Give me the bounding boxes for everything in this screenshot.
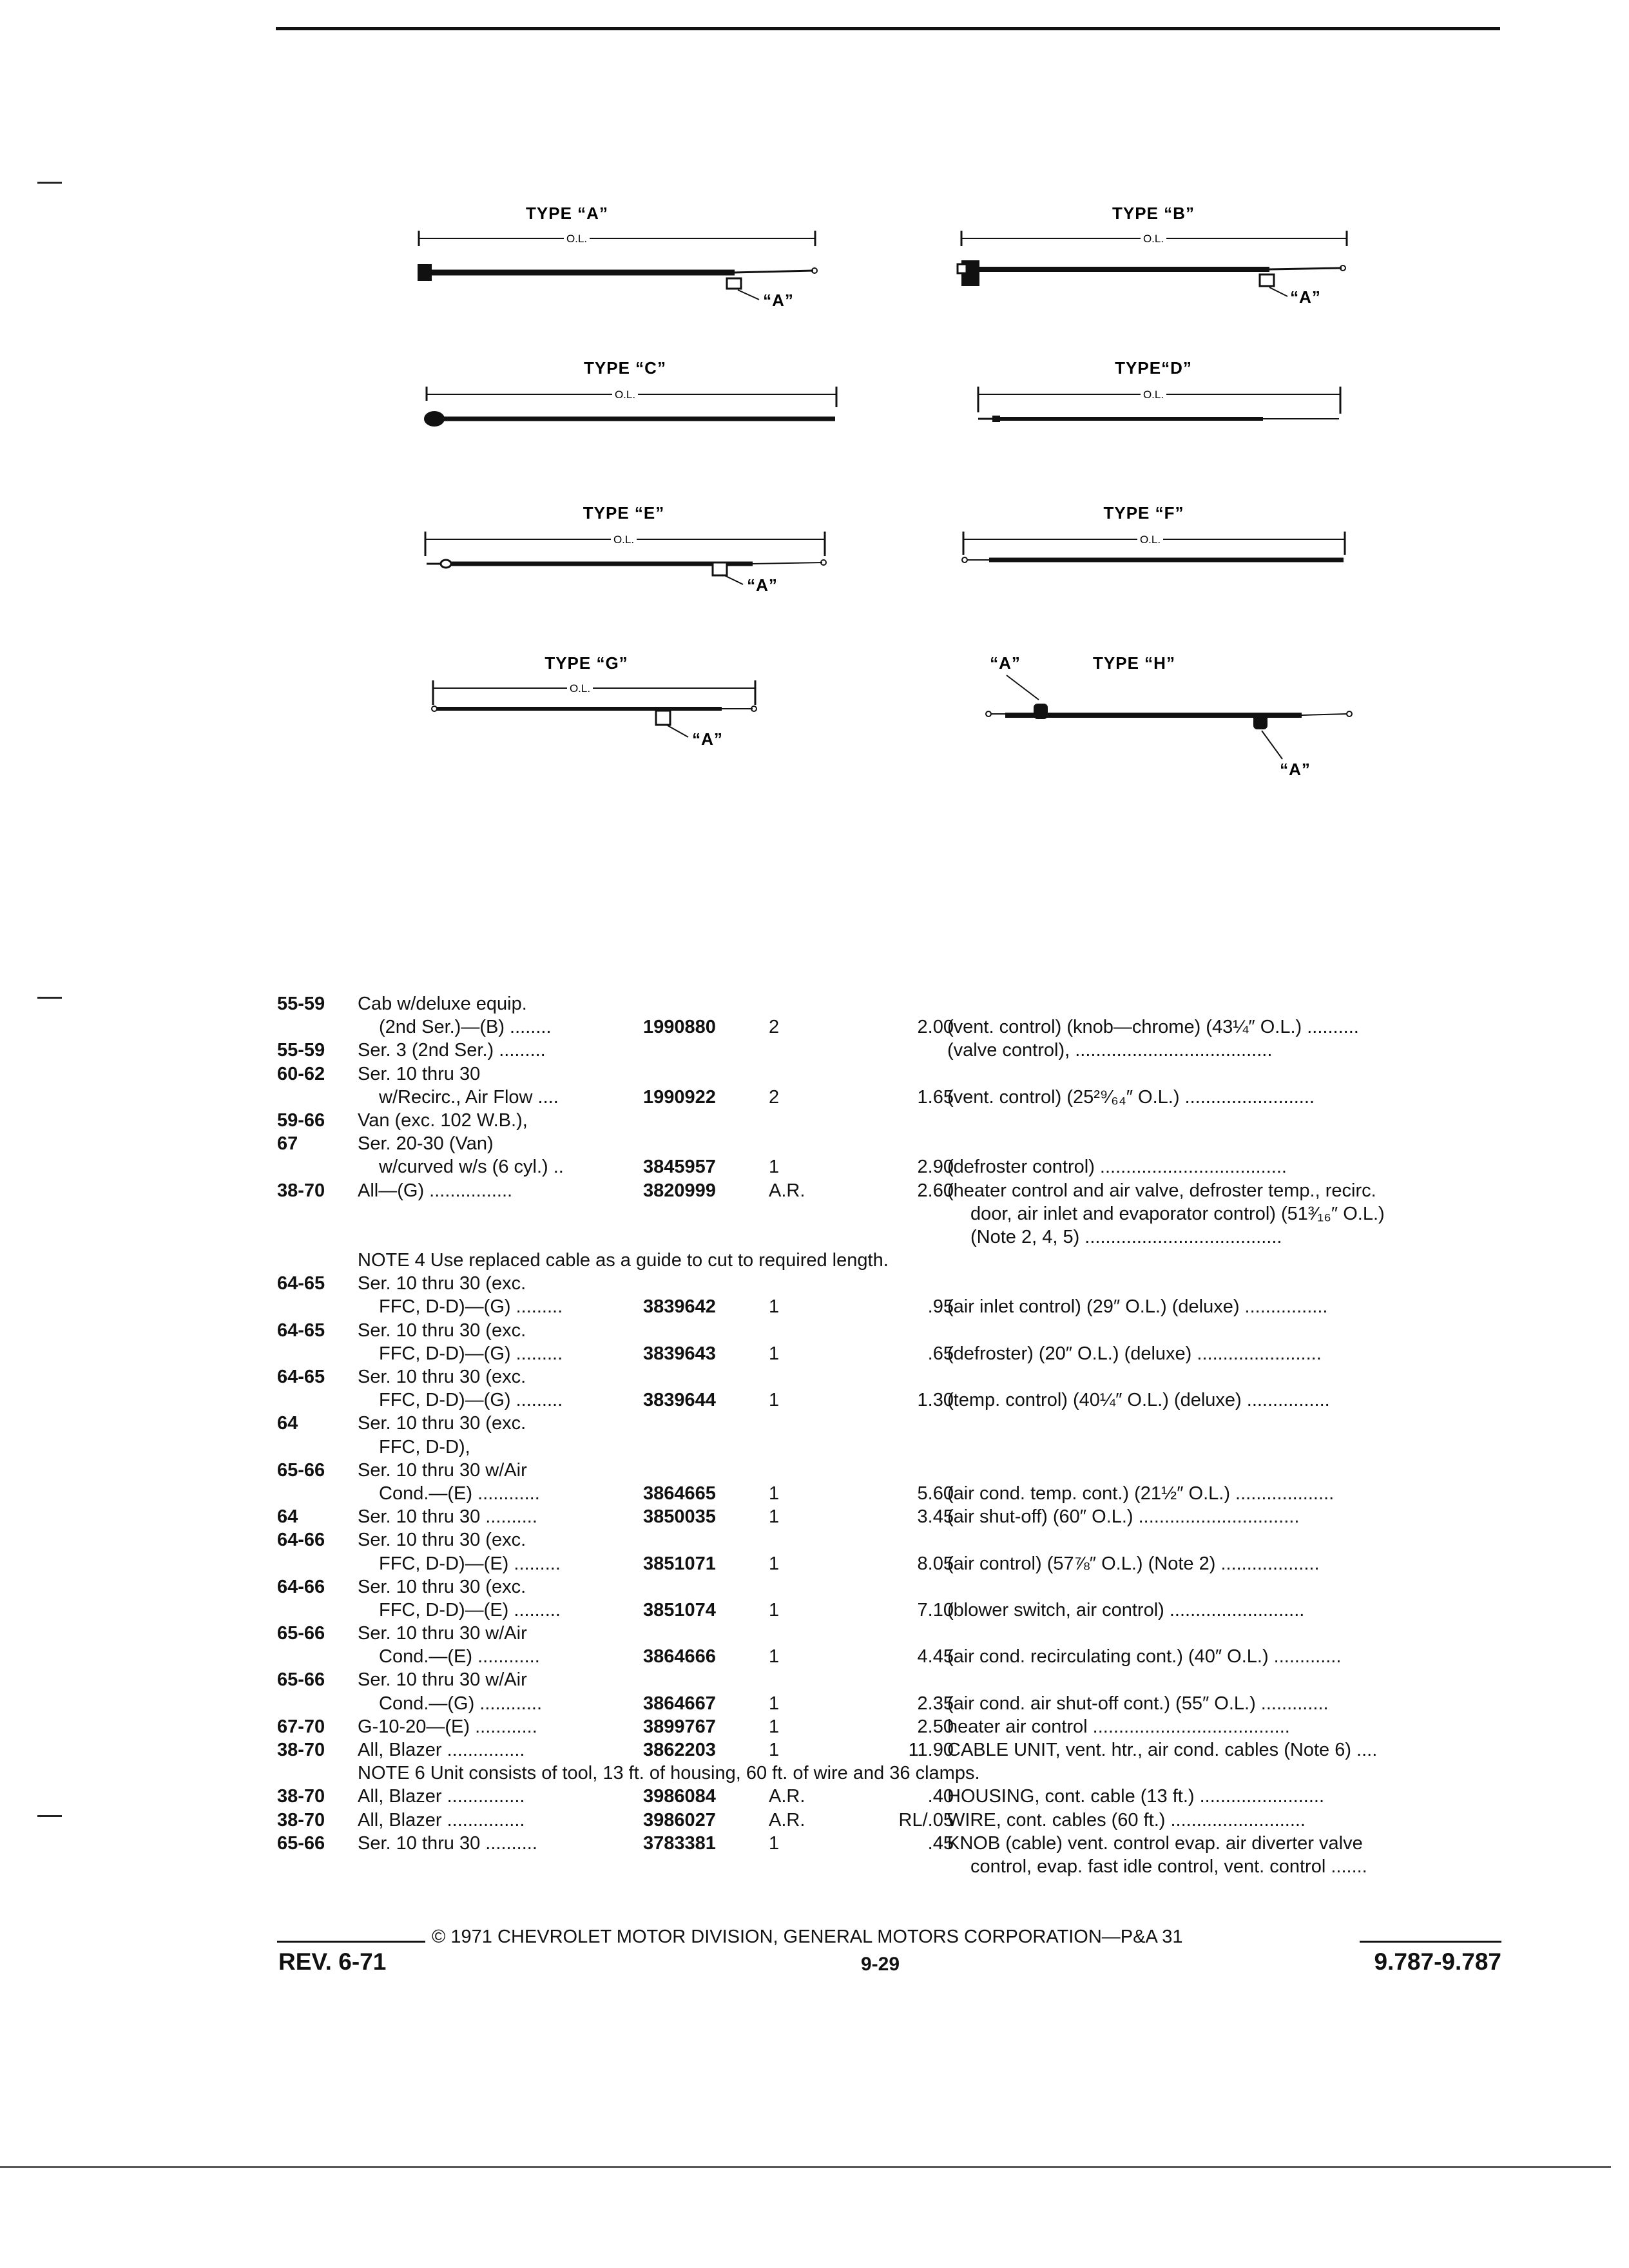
- price-cell: 2.90: [917, 1157, 954, 1178]
- application-cell: All, Blazer ...............: [358, 1809, 525, 1831]
- description-cell: (vent. control) (25²⁹⁄₆₄″ O.L.) .........................: [947, 1086, 1315, 1108]
- price-cell: 2.60: [917, 1180, 954, 1201]
- quantity-cell: 1: [769, 1343, 780, 1364]
- ol-label: O.L.: [569, 682, 591, 695]
- application-cell: Ser. 20-30 (Van): [358, 1133, 494, 1155]
- ol-label: O.L.: [1142, 233, 1164, 245]
- description-cell: (air cond. air shut-off cont.) (55″ O.L.) .............: [947, 1693, 1329, 1714]
- year-cell: 64-65: [277, 1320, 325, 1341]
- table-row: [277, 1225, 1501, 1249]
- table-row: [277, 1179, 1501, 1202]
- year-cell: 65-66: [277, 1669, 325, 1691]
- description-cell: (valve control), ......................................: [947, 1040, 1273, 1061]
- description-cell: CABLE UNIT, vent. htr., air cond. cables (Note 6) ....: [947, 1740, 1378, 1760]
- quantity-cell: 1: [769, 1740, 780, 1760]
- diagram-title: TYPE “B”: [1112, 204, 1195, 223]
- callout-label: “A”: [692, 729, 723, 749]
- table-row: [277, 1436, 1501, 1459]
- table-row: [277, 1319, 1501, 1342]
- table-row: [277, 1715, 1501, 1738]
- table-row: [277, 1132, 1501, 1155]
- quantity-cell: 1: [769, 1693, 780, 1714]
- part-number-cell: 1990922: [643, 1086, 716, 1108]
- price-cell: 2.00: [917, 1017, 954, 1038]
- description-cell: (vent. control) (knob—chrome) (43¼″ O.L.) ..........: [947, 1017, 1359, 1038]
- year-cell: 67-70: [277, 1716, 325, 1737]
- part-number-cell: 3851074: [643, 1599, 716, 1620]
- table-row: [277, 1692, 1501, 1715]
- diagram-title: TYPE “H”: [1093, 653, 1175, 673]
- year-cell: 64: [277, 1413, 298, 1434]
- table-row: [277, 992, 1501, 1015]
- quantity-cell: 1: [769, 1716, 780, 1737]
- diagram-type-f: [950, 499, 1363, 593]
- application-cell: Ser. 10 thru 30 (exc.: [358, 1576, 526, 1597]
- description-cell: door, air inlet and evaporator control) (51³⁄₁₆″ O.L.): [970, 1203, 1385, 1224]
- table-row: [277, 1622, 1501, 1645]
- description-cell: (air cond. temp. cont.) (21½″ O.L.) ...................: [947, 1483, 1335, 1504]
- application-cell: Ser. 10 thru 30 (exc.: [358, 1367, 526, 1387]
- application-cell: Ser. 10 thru 30: [358, 1063, 481, 1084]
- table-row: [277, 1039, 1501, 1062]
- table-row: [277, 1738, 1501, 1762]
- part-number-cell: 3839644: [643, 1390, 716, 1411]
- price-cell: 4.45: [917, 1646, 954, 1667]
- description-cell: (air shut-off) (60″ O.L.) ...............................: [947, 1506, 1300, 1528]
- table-row: [277, 1272, 1501, 1295]
- part-number-cell: 3864665: [643, 1483, 716, 1504]
- parts-table: [277, 992, 1501, 1878]
- year-cell: 38-70: [277, 1180, 325, 1201]
- price-cell: 2.50: [917, 1716, 954, 1737]
- part-number-cell: 3820999: [643, 1180, 716, 1201]
- description-cell: (heater control and air valve, defroster temp., recirc.: [947, 1180, 1376, 1201]
- footer-rule-right: [1360, 1941, 1501, 1943]
- application-cell: Ser. 10 thru 30 (exc.: [358, 1413, 526, 1434]
- diagram-type-h: [979, 649, 1366, 794]
- table-row: [277, 1295, 1501, 1318]
- application-cell: All, Blazer ...............: [358, 1740, 525, 1760]
- application-cell: Ser. 10 thru 30 ..........: [358, 1506, 537, 1528]
- part-number-cell: 1990880: [643, 1017, 716, 1038]
- price-cell: 7.10: [917, 1599, 954, 1620]
- diagram-type-d: [954, 354, 1366, 448]
- diagram-title: TYPE “G”: [545, 653, 628, 673]
- table-row: [277, 1202, 1501, 1225]
- quantity-cell: 1: [769, 1553, 780, 1574]
- diagram-type-e: [418, 499, 843, 619]
- application-cell: FFC, D-D)—(E) .........: [379, 1599, 561, 1620]
- year-cell: 38-70: [277, 1740, 325, 1760]
- diagram-title: TYPE “F”: [1103, 503, 1184, 523]
- year-cell: 60-62: [277, 1063, 325, 1084]
- year-cell: 64-66: [277, 1530, 325, 1551]
- table-row: [277, 1599, 1501, 1622]
- price-cell: 8.05: [917, 1553, 954, 1574]
- application-cell: Ser. 10 thru 30 (exc.: [358, 1320, 526, 1341]
- year-cell: 59-66: [277, 1110, 325, 1131]
- price-cell: 1.30: [917, 1390, 954, 1411]
- callout-label: “A”: [990, 653, 1021, 673]
- quantity-cell: 1: [769, 1506, 780, 1528]
- diagram-type-a: [412, 200, 825, 319]
- price-cell: RL/.05: [898, 1809, 954, 1831]
- price-cell: 5.60: [917, 1483, 954, 1504]
- table-row: [277, 1855, 1501, 1878]
- year-cell: 64-65: [277, 1273, 325, 1294]
- callout-label: “A”: [763, 291, 794, 310]
- year-cell: 65-66: [277, 1832, 325, 1854]
- part-number-cell: 3862203: [643, 1740, 716, 1760]
- part-number-cell: 3845957: [643, 1157, 716, 1178]
- table-row: [277, 1668, 1501, 1691]
- application-cell: FFC, D-D)—(G) .........: [379, 1390, 563, 1411]
- copyright: © 1971 CHEVROLET MOTOR DIVISION, GENERAL MOTORS CORPORATION—P&A 31: [432, 1927, 1183, 1947]
- page-number: 9-29: [861, 1954, 900, 1975]
- application-cell: w/curved w/s (6 cyl.) ..: [379, 1157, 564, 1178]
- price-cell: 2.35: [917, 1693, 954, 1714]
- diagram-title: TYPE“D”: [1115, 358, 1192, 378]
- ol-label: O.L.: [1142, 389, 1164, 401]
- part-number-cell: 3839642: [643, 1296, 716, 1318]
- revision-date: REV. 6-71: [278, 1948, 387, 1975]
- margin-mark: [37, 997, 62, 999]
- description-cell: (defroster control) ....................................: [947, 1157, 1287, 1178]
- description-cell: (blower switch, air control) ..........................: [947, 1599, 1305, 1620]
- table-row: [277, 1062, 1501, 1086]
- application-cell: All, Blazer ...............: [358, 1786, 525, 1807]
- description-cell: HOUSING, cont. cable (13 ft.) ........................: [947, 1786, 1324, 1807]
- table-row: [277, 1809, 1501, 1832]
- quantity-cell: 1: [769, 1599, 780, 1620]
- table-row: [277, 1575, 1501, 1599]
- year-cell: 38-70: [277, 1786, 325, 1807]
- footer-rule-left: [277, 1941, 425, 1943]
- part-number-cell: 3850035: [643, 1506, 716, 1528]
- quantity-cell: A.R.: [769, 1809, 805, 1831]
- application-cell: w/Recirc., Air Flow ....: [379, 1086, 559, 1108]
- table-row: [277, 1389, 1501, 1412]
- application-cell: Ser. 10 thru 30 (exc.: [358, 1530, 526, 1551]
- table-row: [277, 1552, 1501, 1575]
- table-row: [277, 1155, 1501, 1178]
- description-cell: (air cond. recirculating cont.) (40″ O.L.) .............: [947, 1646, 1342, 1667]
- part-number-cell: 3839643: [643, 1343, 716, 1364]
- table-row: [277, 1086, 1501, 1109]
- year-cell: 38-70: [277, 1809, 325, 1831]
- price-cell: .45: [927, 1832, 954, 1854]
- application-cell: Ser. 3 (2nd Ser.) .........: [358, 1040, 546, 1061]
- price-cell: 1.65: [917, 1086, 954, 1108]
- year-cell: 55-59: [277, 1040, 325, 1061]
- price-cell: .40: [927, 1786, 954, 1807]
- year-cell: 65-66: [277, 1459, 325, 1481]
- ol-label: O.L.: [613, 533, 635, 546]
- note-row: [277, 1762, 1501, 1785]
- application-cell: All—(G) ................: [358, 1180, 513, 1201]
- description-cell: control, evap. fast idle control, vent. control .......: [970, 1856, 1367, 1877]
- top-rule: [276, 27, 1500, 30]
- quantity-cell: 2: [769, 1086, 780, 1108]
- application-cell: FFC, D-D)—(E) .........: [379, 1553, 561, 1574]
- description-cell: (defroster) (20″ O.L.) (deluxe) ........................: [947, 1343, 1322, 1364]
- price-cell: 11.90: [908, 1740, 954, 1760]
- description-cell: (temp. control) (40¼″ O.L.) (deluxe) ................: [947, 1390, 1330, 1411]
- application-cell: Cond.—(E) ............: [379, 1646, 540, 1667]
- ol-label: O.L.: [614, 389, 636, 401]
- note-row: [277, 1249, 1501, 1272]
- table-row: [277, 1365, 1501, 1389]
- diagram-type-b: [947, 200, 1360, 319]
- price-cell: .65: [927, 1343, 954, 1364]
- table-row: [277, 1412, 1501, 1435]
- table-row: [277, 1645, 1501, 1668]
- quantity-cell: A.R.: [769, 1180, 805, 1201]
- quantity-cell: 2: [769, 1017, 780, 1038]
- price-cell: 3.45: [917, 1506, 954, 1528]
- year-cell: 64-66: [277, 1576, 325, 1597]
- diagram-type-g: [425, 649, 786, 769]
- description-cell: heater air control ......................................: [947, 1716, 1290, 1737]
- part-number-cell: 3783381: [643, 1832, 716, 1854]
- description-cell: (air control) (57⅞″ O.L.) (Note 2) ...................: [947, 1553, 1320, 1574]
- diagram-type-c: [419, 354, 844, 448]
- table-row: [277, 1109, 1501, 1132]
- table-row: [277, 1505, 1501, 1528]
- table-row: [277, 1482, 1501, 1505]
- year-cell: 67: [277, 1133, 298, 1155]
- price-cell: .95: [927, 1296, 954, 1318]
- group-number: 9.787-9.787: [1374, 1948, 1501, 1975]
- callout-label: “A”: [1280, 760, 1311, 779]
- quantity-cell: 1: [769, 1157, 780, 1178]
- table-row: [277, 1342, 1501, 1365]
- note-text: NOTE 4 Use replaced cable as a guide to cut to required length.: [358, 1250, 889, 1271]
- quantity-cell: 1: [769, 1646, 780, 1667]
- table-row: [277, 1015, 1501, 1039]
- description-cell: KNOB (cable) vent. control evap. air diverter valve: [947, 1832, 1363, 1854]
- quantity-cell: 1: [769, 1832, 780, 1854]
- table-row: [277, 1459, 1501, 1482]
- application-cell: FFC, D-D)—(G) .........: [379, 1343, 563, 1364]
- quantity-cell: 1: [769, 1296, 780, 1318]
- quantity-cell: 1: [769, 1390, 780, 1411]
- application-cell: Cond.—(G) ............: [379, 1693, 542, 1714]
- diagram-title: TYPE “A”: [526, 204, 608, 223]
- part-number-cell: 3986027: [643, 1809, 716, 1831]
- application-cell: G-10-20—(E) ............: [358, 1716, 537, 1737]
- description-cell: (air inlet control) (29″ O.L.) (deluxe) ................: [947, 1296, 1328, 1318]
- quantity-cell: 1: [769, 1483, 780, 1504]
- part-number-cell: 3899767: [643, 1716, 716, 1737]
- diagram-title: TYPE “C”: [584, 358, 666, 378]
- application-cell: Cond.—(E) ............: [379, 1483, 540, 1504]
- application-cell: FFC, D-D)—(G) .........: [379, 1296, 563, 1318]
- application-cell: Ser. 10 thru 30 w/Air: [358, 1669, 527, 1691]
- application-cell: Ser. 10 thru 30 ..........: [358, 1832, 537, 1854]
- part-number-cell: 3864666: [643, 1646, 716, 1667]
- year-cell: 64: [277, 1506, 298, 1528]
- part-number-cell: 3986084: [643, 1786, 716, 1807]
- table-row: [277, 1528, 1501, 1552]
- bottom-rule: [0, 2166, 1611, 2168]
- part-number-cell: 3851071: [643, 1553, 716, 1574]
- application-cell: Van (exc. 102 W.B.),: [358, 1110, 528, 1131]
- margin-mark: [37, 1815, 62, 1817]
- margin-mark: [37, 182, 62, 184]
- ol-label: O.L.: [1139, 533, 1161, 546]
- application-cell: Ser. 10 thru 30 w/Air: [358, 1459, 527, 1481]
- table-row: [277, 1832, 1501, 1855]
- callout-label: “A”: [1290, 287, 1321, 307]
- application-cell: (2nd Ser.)—(B) ........: [379, 1017, 552, 1038]
- part-number-cell: 3864667: [643, 1693, 716, 1714]
- year-cell: 55-59: [277, 994, 325, 1014]
- application-cell: Ser. 10 thru 30 (exc.: [358, 1273, 526, 1294]
- description-cell: (Note 2, 4, 5) ......................................: [970, 1226, 1282, 1247]
- year-cell: 65-66: [277, 1623, 325, 1644]
- description-cell: WIRE, cont. cables (60 ft.) ..........................: [947, 1809, 1306, 1831]
- callout-label: “A”: [747, 575, 778, 595]
- year-cell: 64-65: [277, 1367, 325, 1387]
- diagram-title: TYPE “E”: [583, 503, 665, 523]
- note-text: NOTE 6 Unit consists of tool, 13 ft. of housing, 60 ft. of wire and 36 clamps.: [358, 1763, 980, 1784]
- quantity-cell: A.R.: [769, 1786, 805, 1807]
- table-row: [277, 1785, 1501, 1808]
- application-cell: Ser. 10 thru 30 w/Air: [358, 1623, 527, 1644]
- application-cell: Cab w/deluxe equip.: [358, 994, 527, 1014]
- ol-label: O.L.: [566, 233, 588, 245]
- application-cell: FFC, D-D),: [379, 1436, 470, 1457]
